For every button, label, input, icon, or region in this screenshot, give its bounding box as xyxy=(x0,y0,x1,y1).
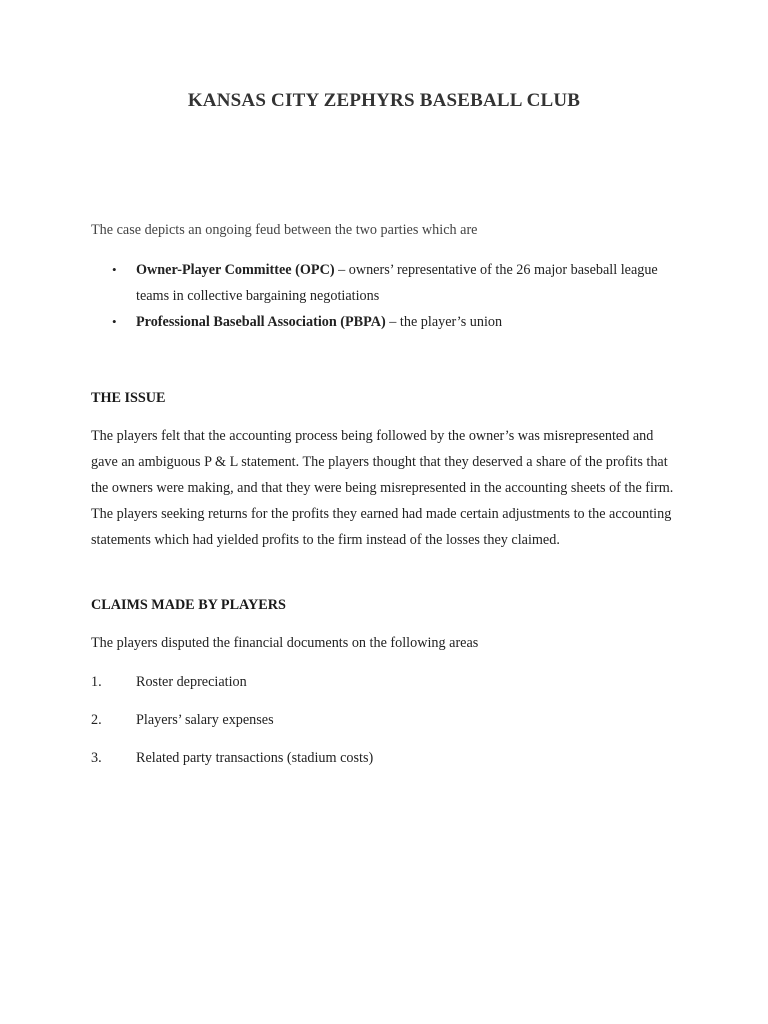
list-item xyxy=(91,745,681,783)
parties-list xyxy=(91,257,681,335)
claim-number: 1. xyxy=(91,674,102,690)
claims-intro-paragraph: The players disputed the financial documents on the following areas xyxy=(91,635,479,651)
party-name: Owner-Player Committee (OPC) xyxy=(136,262,335,278)
claims-list xyxy=(91,669,681,783)
list-item xyxy=(91,257,681,309)
claims-heading: CLAIMS MADE BY PLAYERS xyxy=(91,597,286,613)
party-name: Professional Baseball Association (PBPA) xyxy=(136,314,386,330)
list-item xyxy=(91,669,681,707)
issue-paragraph: The players felt that the accounting process being followed by the owner’s was misrepresented and gave an ambiguous P & L statement. The players thought that they deserved a share of the profits that the owners were making, and that they were being misrepresented in the accounting sheets of the firm. The players seeking returns for the profits they earned had made certain adjustments to the accounting statements which had yielded profits to the firm instead of the losses they claimed. xyxy=(91,428,674,548)
document-title: KANSAS CITY ZEPHYRS BASEBALL CLUB xyxy=(187,90,581,111)
claim-number: 2. xyxy=(91,712,102,728)
bullet-icon: • xyxy=(112,262,117,277)
issue-heading: THE ISSUE xyxy=(91,390,166,406)
claim-text: Roster depreciation xyxy=(136,674,247,690)
party-description: – the player’s union xyxy=(385,314,503,330)
list-item xyxy=(91,309,681,335)
claim-text: Related party transactions (stadium costs) xyxy=(136,750,374,766)
claim-number: 3. xyxy=(91,750,102,766)
intro-paragraph: The case depicts an ongoing feud between the two parties which are xyxy=(91,222,478,238)
party-description: – owners’ representative of the 26 major baseball league teams in collective bargaining negotiations xyxy=(136,262,658,304)
bullet-icon: • xyxy=(112,314,117,329)
claim-text: Players’ salary expenses xyxy=(136,712,274,728)
list-item xyxy=(91,707,681,745)
